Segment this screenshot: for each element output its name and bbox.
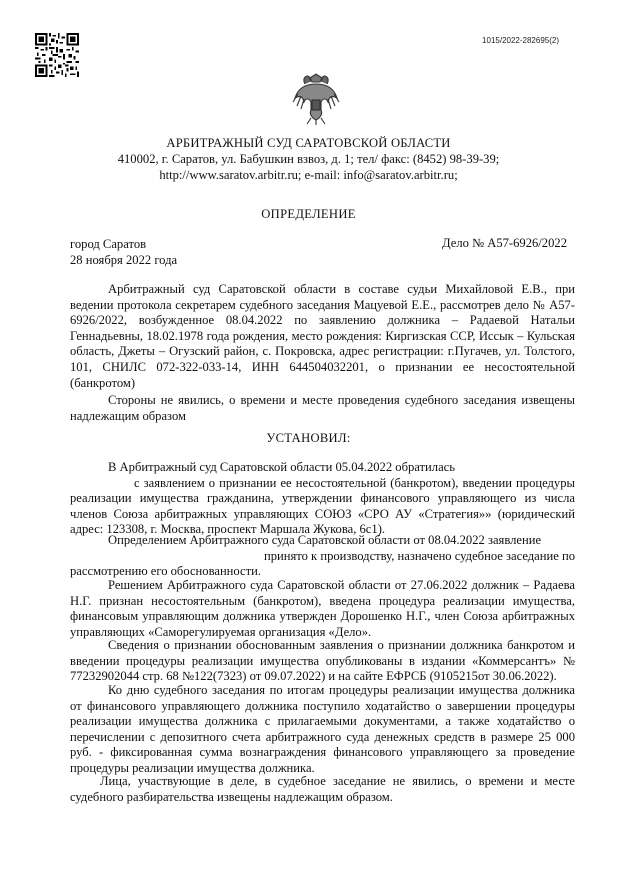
application-rest: с заявлением о признании ее несостоятельной (банкротом), введении процедуры реализации имущества гражданина, утверждении финансового управляющего из числа членов Союза арбитражных управляющих СОЮЗ «СРО АУ «Стратегия»» (юридический адрес: 123308, г. Москва, проспект Маршала Жукова, 6с1). [70, 475, 575, 537]
paragraph-determination [70, 533, 575, 580]
document-title: ОПРЕДЕЛЕНИЕ [261, 207, 356, 221]
court-contacts: http://www.saratov.arbitr.ru; e-mail: info@saratov.arbitr.ru; [159, 168, 458, 182]
court-name: АРБИТРАЖНЫЙ СУД САРАТОВСКОЙ ОБЛАСТИ [166, 136, 451, 150]
paragraph-application [70, 460, 575, 538]
paragraph-publication: Сведения о признании обоснованным заявления о признании должника банкротом и введении процедуры реализации имущества опубликованы в издании «Коммерсантъ» № 77232902044 стр. 68 №122(7323) от 09.07.2022) и на сайте ЕФРСБ (9105215от 30.06.2022). [70, 638, 575, 684]
qr-code-icon [35, 33, 79, 77]
paragraph-decision: Решением Арбитражного суда Саратовской области от 27.06.2022 должник – Радаева Н.Г. признан несостоятельным (банкротом), введена процедура реализации имущества, финансовым управляющим должника утвержден Дорошенко Н.Г., член Союза арбитражных управляющих «Саморегулируемая организация «Дело». [70, 578, 575, 639]
paragraph-absence: Лица, участвующие в деле, в судебное заседание не явились, о времени и месте судебного разбирательства извещены надлежащим образом. [70, 774, 575, 804]
paragraph-intro: Арбитражный суд Саратовской области в составе судьи Михайловой Е.В., при ведении протокола секретарем судебного заседания Мацуевой Е.Е., рассмотрев дело № А57-6926/2022, возбужденное 08.04.2022 по заявлению должника – Радаевой Натальи Геннадьевны, 18.02.1978 года рождения, место рождения: Киргизская ССР, Иссык – Кульская область, Джеты – Огузский район, с. Покровска, адрес регистрации: г.Пугачев, ул. Толстого, 101, СНИЛС 072-322-033-14, ИНН 644504032201, о признании ее несостоятельной (банкротом) [70, 282, 575, 390]
place-date [70, 236, 177, 268]
coat-of-arms-icon [292, 72, 340, 126]
paragraph-motion: Ко дню судебного заседания по итогам процедуры реализации имущества должника от финансового управляющего должника поступило ходатайство о завершении процедуры реализации имущества должника с прилагаемыми документами, а также ходатайство о перечислении с депозитного счета арбитражного суда денежных средств в размере 25 000 руб. - фиксированная сумма вознаграждения финансового управляющего за проведение процедуры реализации имущества должника. [70, 683, 575, 775]
paragraph-parties: Стороны не явились, о времени и месте проведения судебного заседания извещены надлежащим образом [70, 393, 575, 423]
case-number: Дело № А57-6926/2022 [442, 236, 567, 250]
determination-line1: Определением Арбитражного суда Саратовской области от 08.04.2022 заявление [108, 533, 542, 547]
court-address: 410002, г. Саратов, ул. Бабушкин взвоз, д. 1; тел/ факс: (8452) 98-39-39; [117, 152, 500, 166]
application-line1: В Арбитражный суд Саратовской области 05.04.2022 обратилась [108, 460, 455, 474]
section-heading: УСТАНОВИЛ: [266, 431, 351, 445]
city: город Саратов [70, 237, 147, 251]
date: 28 ноября 2022 года [70, 253, 178, 267]
determination-line2: принято к производству, назначено судебное заседание по [263, 548, 575, 563]
determination-line3: рассмотрению его обоснованности. [70, 564, 262, 579]
document-id: 1015/2022-282695(2) [482, 36, 559, 45]
